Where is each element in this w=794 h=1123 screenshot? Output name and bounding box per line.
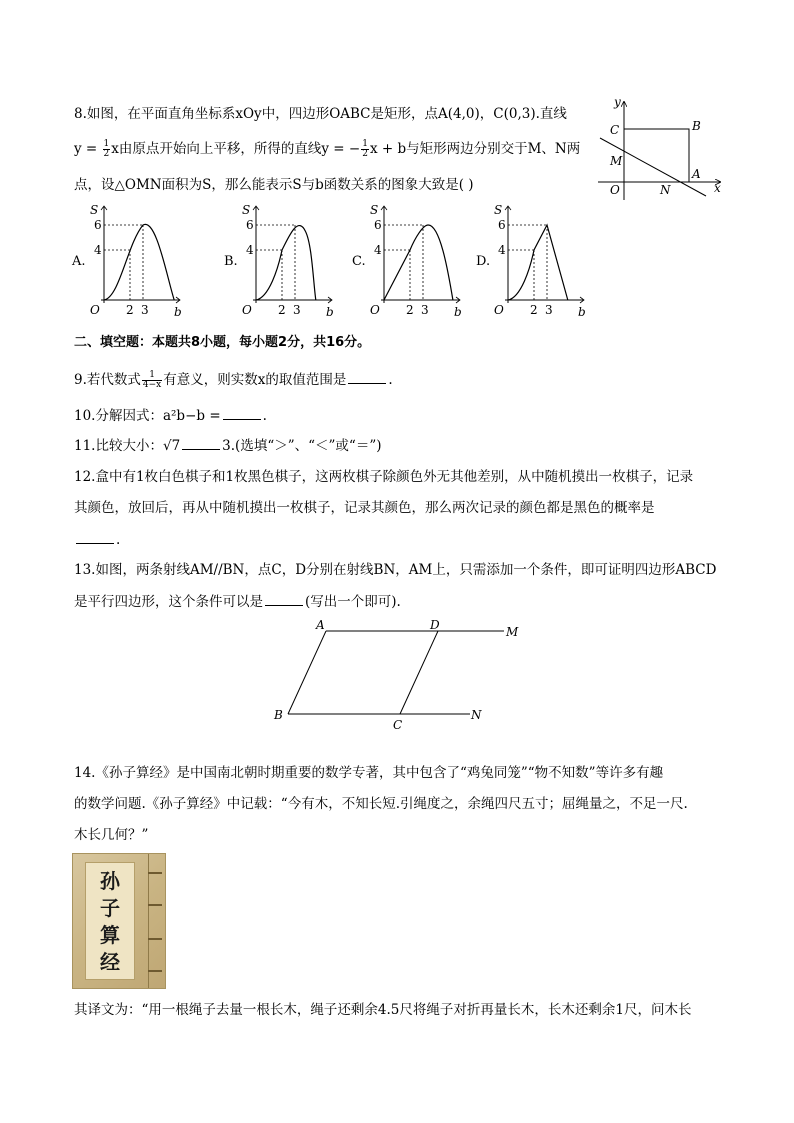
q13-line2-pre: 是平行四边形，这个条件可以是 <box>74 594 263 610</box>
q11 <box>74 435 382 456</box>
q10-pre: 10.分解因式：a²b−b = <box>74 408 221 424</box>
option-d-graph <box>476 200 586 325</box>
option-a-label-s: S <box>90 203 99 217</box>
q8-line2-mid: x由原点开始向上平移，所得的直线y = − <box>111 141 361 157</box>
option-d-tick-4: 4 <box>498 243 506 257</box>
option-d-tick-6: 6 <box>498 218 506 232</box>
option-d[interactable] <box>476 200 601 325</box>
q12-end: . <box>116 532 121 548</box>
option-c-label-s: S <box>370 203 379 217</box>
q13-label-a: A <box>316 618 325 632</box>
sunzi-suanjing-book-image <box>72 853 166 989</box>
option-b[interactable] <box>224 200 349 325</box>
q8-fig-label-y: y <box>614 96 621 109</box>
option-a-tick-6: 6 <box>94 218 102 232</box>
q12-line2: 其颜色，放回后，再从中随机摸出一枚棋子，记录其颜色，那么两次记录的颜色都是黑色的概率是 <box>74 500 655 516</box>
q13-label-b: B <box>274 708 283 722</box>
q13-side-ab <box>288 631 326 714</box>
q14-line4: 其译文为：“用一根绳子去量一根长木，绳子还剩余4.5尺将绳子对折再量长木，长木还剩余1尺，问木长 <box>74 1002 692 1018</box>
option-a-graph <box>72 200 182 325</box>
q8-line1: 8.如图，在平面直角坐标系xOy中，四边形OABC是矩形，点A(4,0)，C(0,3).直线 <box>74 106 567 122</box>
q8-frac2: $\frac{1}{2}$ <box>362 139 368 159</box>
option-b-tick-6: 6 <box>246 218 254 232</box>
q9-frac: $\frac{1}{4-x}$ <box>142 370 162 390</box>
option-d-label-o: O <box>494 303 504 317</box>
option-c-graph <box>352 200 462 325</box>
q8-fig-label-c: C <box>610 123 620 137</box>
section-2-heading: 二、填空题：本题共8小题，每小题2分，共16分。 <box>74 335 371 350</box>
q11-answer-blank[interactable] <box>182 435 220 450</box>
option-c-tick-3: 3 <box>421 303 429 317</box>
q13-label-m: M <box>506 625 519 639</box>
q8-line2 <box>74 139 580 159</box>
q8-fig-label-b: B <box>692 119 701 133</box>
q9-post: 有意义，则实数x的取值范围是 <box>163 372 347 388</box>
q8-fig-label-m: M <box>610 154 623 168</box>
q14-line2: 的数学问题.《孙子算经》中记载：“今有木，不知长短.引绳度之，余绳四尺五寸；屈绳量之，不足一尺. <box>74 796 688 812</box>
book-title-char-2: 子 <box>100 895 120 920</box>
option-c-curve <box>384 225 453 300</box>
q8-frac1: $\frac{1}{2}$ <box>103 139 110 159</box>
option-b-label-s: S <box>242 203 251 217</box>
option-d-letter: D. <box>476 254 491 269</box>
book-title-char-1: 孙 <box>100 868 120 893</box>
q12-line1: 12.盒中有1枚白色棋子和1枚黑色棋子，这两枚棋子除颜色外无其他差别，从中随机摸出一枚棋子，记录 <box>74 469 694 485</box>
q9-answer-blank[interactable] <box>348 369 386 384</box>
option-a[interactable] <box>72 200 197 325</box>
option-d-curve <box>508 225 568 300</box>
q13-line2-post: (写出一个即可). <box>305 594 401 610</box>
book-stitch-2 <box>148 904 162 906</box>
option-d-label-s: S <box>494 203 503 217</box>
option-c-label-o: O <box>370 303 380 317</box>
q8-fig-rectangle <box>624 129 689 182</box>
option-c-tick-6: 6 <box>374 218 382 232</box>
q13-label-c: C <box>393 718 403 732</box>
option-d-label-b: b <box>578 305 586 319</box>
option-a-tick-3: 3 <box>141 303 149 317</box>
q12-line3 <box>74 529 120 550</box>
q8-line2-pre: y = <box>74 141 102 157</box>
q8-fig-label-o: O <box>610 183 620 197</box>
option-b-tick-4: 4 <box>246 243 254 257</box>
q14-line3: 木长几何？” <box>74 827 149 843</box>
q8-fig-label-x: x <box>714 181 721 195</box>
q12-answer-blank[interactable] <box>76 529 114 544</box>
book-title-char-3: 算 <box>100 922 120 947</box>
option-c-tick-2: 2 <box>406 303 414 317</box>
option-b-letter: B. <box>224 254 238 269</box>
q8-rectangle-figure <box>596 96 736 206</box>
q8-fig-label-a: A <box>692 167 701 181</box>
q13-answer-blank[interactable] <box>265 591 303 606</box>
q8-line2-post: x + b与矩形两边分别交于M、N两 <box>369 141 581 157</box>
q13-label-n: N <box>471 708 482 722</box>
option-c-letter: C. <box>352 254 366 269</box>
q13-line2 <box>74 591 401 612</box>
q13-parallelogram-figure <box>270 615 530 735</box>
option-a-label-b: b <box>174 305 182 319</box>
book-title-char-4: 经 <box>100 949 120 974</box>
q9-end: . <box>388 372 393 388</box>
option-d-tick-2: 2 <box>530 303 538 317</box>
option-b-tick-3: 3 <box>293 303 301 317</box>
option-b-graph <box>224 200 334 325</box>
option-a-tick-2: 2 <box>126 303 134 317</box>
q11-post: 3.(选填“＞”、“＜”或“＝”) <box>222 438 382 454</box>
q11-pre: 11.比较大小：√7 <box>74 438 181 454</box>
q10-answer-blank[interactable] <box>223 405 261 420</box>
q10-end: . <box>262 408 267 424</box>
option-b-tick-2: 2 <box>278 303 286 317</box>
q13-label-d: D <box>430 618 440 632</box>
option-c-label-b: b <box>454 305 462 319</box>
q10 <box>74 405 267 426</box>
option-b-label-b: b <box>326 305 334 319</box>
option-c[interactable] <box>352 200 477 325</box>
book-title-label <box>85 862 135 980</box>
q9-pre: 9.若代数式 <box>74 372 141 388</box>
book-stitch-1 <box>148 872 162 874</box>
option-a-curve <box>104 224 174 300</box>
option-a-letter: A. <box>72 254 86 269</box>
book-stitch-4 <box>148 970 162 972</box>
q9 <box>74 369 393 390</box>
option-c-tick-4: 4 <box>374 243 382 257</box>
q13-line1: 13.如图，两条射线AM//BN，点C，D分别在射线BN，AM上，只需添加一个条件，即可证明四边形ABCD <box>74 562 717 578</box>
q13-side-dc <box>400 631 438 714</box>
q8-line3: 点，设△OMN面积为S，那么能表示S与b函数关系的图象大致是( ) <box>74 177 474 193</box>
book-binding <box>148 854 159 988</box>
option-b-label-o: O <box>242 303 252 317</box>
option-b-curve <box>256 226 316 300</box>
option-a-label-o: O <box>90 303 100 317</box>
option-a-tick-4: 4 <box>94 243 102 257</box>
q14-line1: 14.《孙子算经》是中国南北朝时期重要的数学专著，其中包含了“鸡兔同笼”“物不知数”等许多有趣 <box>74 765 664 781</box>
book-stitch-3 <box>148 938 162 940</box>
q8-fig-label-n: N <box>660 183 671 197</box>
option-d-tick-3: 3 <box>545 303 553 317</box>
